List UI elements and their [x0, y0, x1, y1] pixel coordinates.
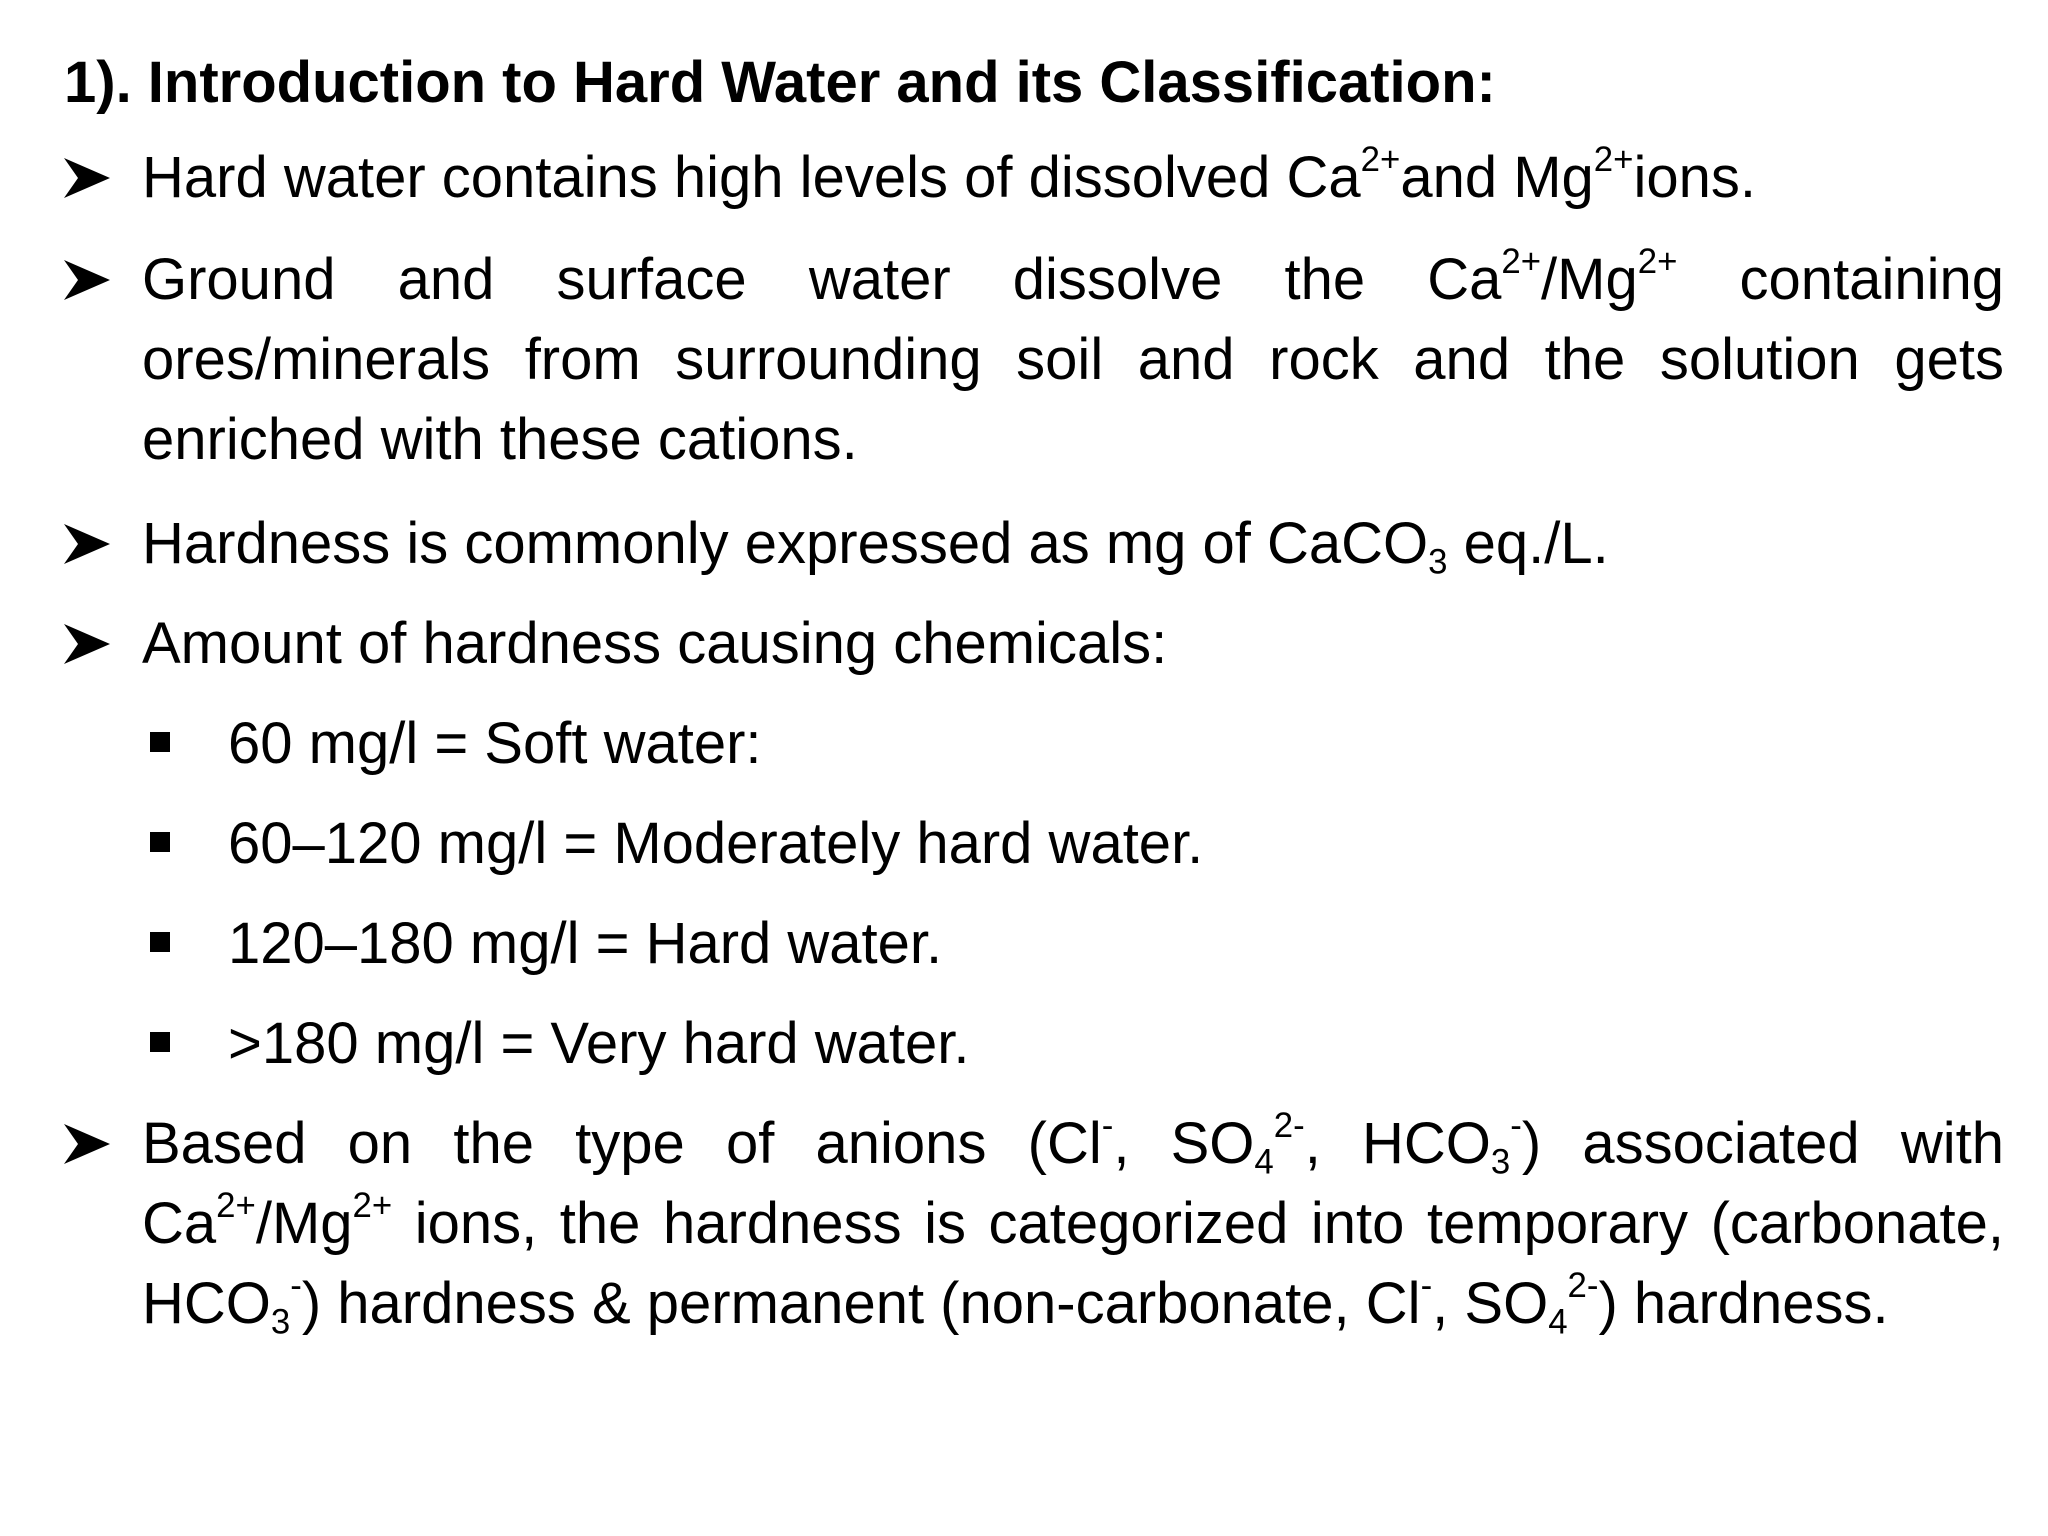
arrow-bullet-icon [64, 138, 138, 218]
square-bullet-icon [150, 832, 170, 852]
arrow-bullet-icon [64, 240, 138, 320]
bullet-text: Hard water contains high levels of dissolved $Ca^{2+}and$ $Mg^{2+}ions$. [142, 139, 1756, 210]
sub-item-text: 60 mg/l = Soft water: [228, 711, 762, 776]
arrow-bullet-icon [64, 504, 138, 584]
bullet-item [64, 1104, 2004, 1344]
arrow-bullet-icon [64, 604, 138, 684]
sub-item-text: >180 mg/l = Very hard water. [228, 1011, 970, 1076]
sub-list-item [150, 704, 1950, 784]
bullet-text: Hardness is commonly expressed as mg of CaCO$_3$ eq./L. [142, 511, 1609, 582]
slide-title: 1). Introduction to Hard Water and its Classification: [64, 50, 1496, 115]
square-bullet-icon [150, 732, 170, 752]
sub-list-item [150, 1004, 1950, 1084]
bullet-item [64, 138, 2004, 218]
square-bullet-icon [150, 1032, 170, 1052]
bullet-item [64, 604, 2004, 684]
sub-item-text: 60–120 mg/l = Moderately hard water. [228, 811, 1204, 876]
sub-list-item [150, 904, 1950, 984]
square-bullet-icon [150, 932, 170, 952]
bullet-text: Ground and surface water dissolve the $Ca^{2+}/Mg^{2+}$ containing ores/minerals from surrounding soil and rock and the solution gets enriched with these cations. [142, 241, 2004, 472]
bullet-item [64, 504, 2004, 584]
arrow-bullet-icon [64, 1104, 138, 1184]
bullet-text: Amount of hardness causing chemicals: [142, 611, 1168, 676]
bullet-text: Based on the type of anions (Cl-, $SO_4^{2-}$, $HCO_3^-$) associated with $Ca^{2+}/Mg^{2+}$ ions, the hardness is categorized into temporary (carbonate, $HCO_3^-$) hardness & permanent (non-carbonate, Cl-, $SO_4^{2-}$) hardness. [142, 1105, 2004, 1342]
sub-list-item [150, 804, 1950, 884]
sub-item-text: 120–180 mg/l = Hard water. [228, 911, 943, 976]
bullet-item [64, 240, 2004, 480]
